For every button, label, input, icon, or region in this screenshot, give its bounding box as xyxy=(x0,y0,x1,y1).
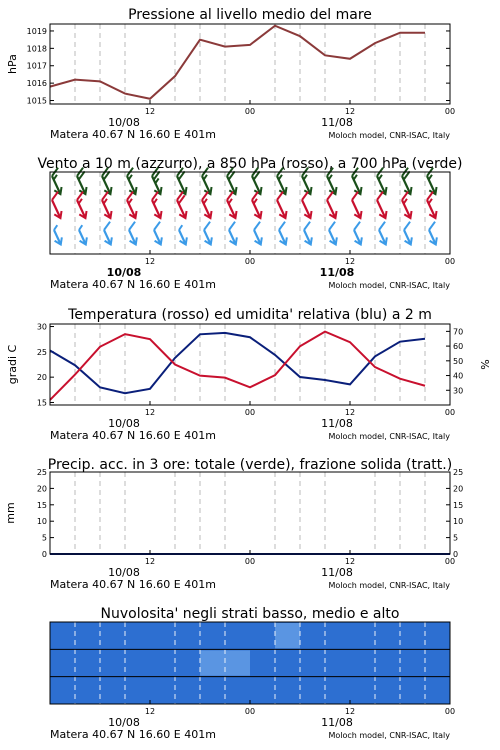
cloud-cell-alto xyxy=(75,623,100,648)
pressure-title: Pressione al livello medio del mare xyxy=(128,7,372,23)
cloud-cell-alto xyxy=(375,623,400,648)
wind-barb-10m xyxy=(273,222,294,247)
cloud-cell-basso xyxy=(100,678,125,703)
cloud-cell-medio xyxy=(350,650,375,675)
cloud-cell-basso xyxy=(300,678,325,703)
cloud-cell-basso xyxy=(125,678,150,703)
temp-title: Temperatura (rosso) ed umidita' relativa (blu) a 2 m xyxy=(68,307,432,323)
cloud-xtick-label: 00 xyxy=(244,707,256,716)
cloud-xtick-label: 12 xyxy=(344,707,356,716)
wind-barb-10m xyxy=(74,225,90,246)
wind-barb-10m xyxy=(123,222,144,247)
rh-ylabel: % xyxy=(479,359,492,370)
cloud-cell-basso xyxy=(250,678,275,703)
wind-barb-10m xyxy=(49,225,65,246)
cloud-cell-medio xyxy=(125,650,150,675)
temp-ylabel: gradi C xyxy=(6,344,19,385)
cloud-cell-medio xyxy=(225,650,250,675)
cloud-panel xyxy=(50,606,455,741)
temp-panel xyxy=(6,307,492,442)
cloud-xtick-label: 00 xyxy=(444,707,456,716)
wind-barb-10m xyxy=(174,225,190,246)
wind-barb-feather xyxy=(152,222,162,230)
wind-barb-feather xyxy=(102,222,112,230)
temp-date-label: 10/08 xyxy=(108,417,140,430)
wind-barb-850hpa xyxy=(421,192,443,220)
wind-barb-850hpa xyxy=(371,192,393,220)
wind-credit: Moloch model, CNR-ISAC, Italy xyxy=(328,281,450,290)
wind-barb-halffeather xyxy=(78,225,84,230)
cloud-cell-basso xyxy=(50,678,75,703)
precip-ytick-label-right: 25 xyxy=(453,468,464,477)
wind-barb-feather xyxy=(277,222,287,230)
wind-xtick-label: 12 xyxy=(144,257,156,266)
cloud-cell-medio xyxy=(250,650,275,675)
cloud-cell-alto xyxy=(200,623,225,648)
cloud-cell-alto xyxy=(125,623,150,648)
wind-barb-10m xyxy=(248,222,269,247)
wind-barb-10m xyxy=(348,222,369,247)
wind-barb-feather xyxy=(377,222,387,230)
precip-ytick-label-right: 10 xyxy=(453,517,464,527)
cloud-location: Matera 40.67 N 16.60 E 401m xyxy=(50,728,216,741)
rh-ytick-label: 40 xyxy=(453,371,464,381)
precip-xtick-label: 12 xyxy=(144,557,156,566)
pressure-xtick-label: 00 xyxy=(244,107,256,116)
cloud-cell-basso xyxy=(375,678,400,703)
temp-date-label: 11/08 xyxy=(321,417,353,430)
cloud-cell-basso xyxy=(400,678,425,703)
precip-ytick-label: 20 xyxy=(36,484,47,494)
cloud-cell-medio xyxy=(50,650,75,675)
cloud-cell-alto xyxy=(325,623,350,648)
cloud-cell-alto xyxy=(275,623,300,648)
temp-credit: Moloch model, CNR-ISAC, Italy xyxy=(328,432,450,441)
precip-ytick-label: 15 xyxy=(36,500,47,510)
cloud-cell-basso xyxy=(150,678,175,703)
cloud-title: Nuvolosita' negli strati basso, medio e alto xyxy=(100,606,400,622)
cloud-cell-medio xyxy=(425,650,450,675)
wind-barb-850hpa xyxy=(346,192,368,220)
temp-ytick-label: 20 xyxy=(36,373,47,383)
rh-ytick-label: 60 xyxy=(453,342,464,352)
wind-barb-halffeather xyxy=(53,225,59,230)
wind-barb-850hpa xyxy=(146,192,168,220)
precip-ytick-label: 25 xyxy=(36,468,47,477)
cloud-cell-alto xyxy=(300,623,325,648)
precip-location: Matera 40.67 N 16.60 E 401m xyxy=(50,578,216,591)
pressure-location: Matera 40.67 N 16.60 E 401m xyxy=(50,128,216,141)
cloud-cell-medio xyxy=(175,650,200,675)
cloud-cell-alto xyxy=(400,623,425,648)
wind-barb-850hpa xyxy=(271,192,293,220)
cloud-cell-alto xyxy=(150,623,175,648)
wind-barb-850hpa xyxy=(71,192,93,220)
precip-credit: Moloch model, CNR-ISAC, Italy xyxy=(328,581,450,590)
cloud-cell-basso xyxy=(425,678,450,703)
cloud-cell-alto xyxy=(350,623,375,648)
pressure-ytick-label: 1017 xyxy=(26,61,47,71)
wind-barb-feather xyxy=(402,222,412,230)
wind-barb-feather xyxy=(227,222,237,230)
precip-ytick-label: 5 xyxy=(41,533,47,543)
pressure-xtick-label: 12 xyxy=(144,107,156,116)
wind-barb-feather xyxy=(427,222,437,230)
precip-ytick-label: 10 xyxy=(36,517,47,527)
wind-barb-850hpa xyxy=(171,192,193,220)
cloud-cell-medio xyxy=(150,650,175,675)
wind-barb-feather xyxy=(327,222,337,230)
temp-ytick-label: 30 xyxy=(36,322,47,332)
precip-panel xyxy=(4,457,463,591)
cloud-date-label: 11/08 xyxy=(321,716,353,729)
cloud-cell-basso xyxy=(175,678,200,703)
temp-ytick-label: 25 xyxy=(36,347,47,357)
pressure-xtick-label: 00 xyxy=(444,107,456,116)
precip-date-label: 10/08 xyxy=(108,566,140,579)
pressure-ylabel: hPa xyxy=(6,54,19,74)
precip-xtick-label: 00 xyxy=(444,557,456,566)
pressure-date-label: 11/08 xyxy=(321,116,353,129)
rh-ytick-label: 30 xyxy=(453,386,464,396)
pressure-date-label: 10/08 xyxy=(108,116,140,129)
wind-barb-850hpa xyxy=(396,192,418,220)
precip-ytick-label-right: 5 xyxy=(453,533,459,543)
wind-barb-10m xyxy=(198,222,219,247)
cloud-cell-medio xyxy=(200,650,225,675)
temp-xtick-label: 00 xyxy=(244,408,256,417)
precip-xtick-label: 12 xyxy=(344,557,356,566)
cloud-cell-medio xyxy=(275,650,300,675)
wind-barb-850hpa xyxy=(196,192,218,220)
wind-barb-10m xyxy=(148,222,169,247)
wind-barb-10m xyxy=(323,222,344,247)
rh-ytick-label: 50 xyxy=(453,356,464,366)
cloud-cell-basso xyxy=(200,678,225,703)
cloud-cell-basso xyxy=(325,678,350,703)
cloud-cell-alto xyxy=(50,623,75,648)
precip-xtick-label: 00 xyxy=(244,557,256,566)
cloud-cell-medio xyxy=(100,650,125,675)
cloud-cell-medio xyxy=(325,650,350,675)
cloud-cell-alto xyxy=(100,623,125,648)
humidity-series-line xyxy=(50,333,425,393)
cloud-cell-medio xyxy=(400,650,425,675)
precip-title: Precip. acc. in 3 ore: totale (verde), frazione solida (tratt.) xyxy=(47,457,453,473)
temp-location: Matera 40.67 N 16.60 E 401m xyxy=(50,429,216,442)
wind-barb-feather xyxy=(302,222,312,230)
pressure-ytick-label: 1018 xyxy=(26,44,47,54)
wind-barb-10m xyxy=(298,222,319,247)
cloud-cell-alto xyxy=(250,623,275,648)
temp-xtick-label: 12 xyxy=(144,408,156,417)
cloud-cell-basso xyxy=(225,678,250,703)
wind-barb-10m xyxy=(398,222,419,247)
cloud-credit: Moloch model, CNR-ISAC, Italy xyxy=(328,731,450,740)
wind-date-label: 10/08 xyxy=(106,266,142,279)
cloud-cell-alto xyxy=(225,623,250,648)
pressure-ytick-label: 1015 xyxy=(26,96,47,106)
cloud-cell-alto xyxy=(425,623,450,648)
pressure-ytick-label: 1016 xyxy=(26,79,47,89)
cloud-cell-basso xyxy=(275,678,300,703)
wind-date-label: 11/08 xyxy=(319,266,355,279)
pressure-panel xyxy=(6,7,455,141)
wind-barb-halffeather xyxy=(178,225,184,230)
cloud-date-label: 10/08 xyxy=(108,716,140,729)
wind-barb-feather xyxy=(352,222,362,230)
wind-barb-850hpa xyxy=(321,192,343,220)
temp-xtick-label: 00 xyxy=(444,408,456,417)
precip-ytick-label-right: 15 xyxy=(453,500,464,510)
precip-ylabel: mm xyxy=(4,502,17,524)
wind-xtick-label: 00 xyxy=(444,257,456,266)
wind-title: Vento a 10 m (azzurro), a 850 hPa (rosso), a 700 hPa (verde) xyxy=(37,156,463,172)
pressure-credit: Moloch model, CNR-ISAC, Italy xyxy=(328,131,450,140)
cloud-cell-medio xyxy=(300,650,325,675)
cloud-cell-basso xyxy=(350,678,375,703)
wind-barb-feather xyxy=(127,222,137,230)
wind-barb-10m xyxy=(373,222,394,247)
pressure-series-line xyxy=(50,26,425,99)
wind-barb-10m xyxy=(223,222,244,247)
temp-frame xyxy=(50,324,450,405)
wind-barb-feather xyxy=(252,222,262,230)
wind-barb-feather xyxy=(202,222,212,230)
precip-ytick-label-right: 0 xyxy=(453,550,459,559)
precip-date-label: 11/08 xyxy=(321,566,353,579)
pressure-ytick-label: 1019 xyxy=(26,26,47,36)
pressure-xtick-label: 12 xyxy=(344,107,356,116)
wind-barb-850hpa xyxy=(296,192,318,220)
temp-xtick-label: 12 xyxy=(344,408,356,417)
rh-ytick-label: 70 xyxy=(453,327,464,337)
cloud-cell-basso xyxy=(75,678,100,703)
wind-barb-850hpa xyxy=(121,192,143,220)
wind-panel xyxy=(37,156,462,291)
precip-ytick-label: 0 xyxy=(41,550,47,559)
wind-xtick-label: 12 xyxy=(344,257,356,266)
precip-frame xyxy=(50,472,450,554)
wind-location: Matera 40.67 N 16.60 E 401m xyxy=(50,278,216,291)
wind-barb-10m xyxy=(423,222,444,247)
precip-ytick-label-right: 20 xyxy=(453,484,464,494)
wind-barb-850hpa xyxy=(246,192,268,220)
cloud-cell-medio xyxy=(75,650,100,675)
cloud-cell-alto xyxy=(175,623,200,648)
cloud-cell-medio xyxy=(375,650,400,675)
temp-ytick-label: 15 xyxy=(36,398,47,408)
wind-xtick-label: 00 xyxy=(244,257,256,266)
wind-barb-10m xyxy=(98,222,119,247)
cloud-xtick-label: 12 xyxy=(144,707,156,716)
wind-barb-850hpa xyxy=(221,192,243,220)
wind-barb-850hpa xyxy=(96,192,118,220)
